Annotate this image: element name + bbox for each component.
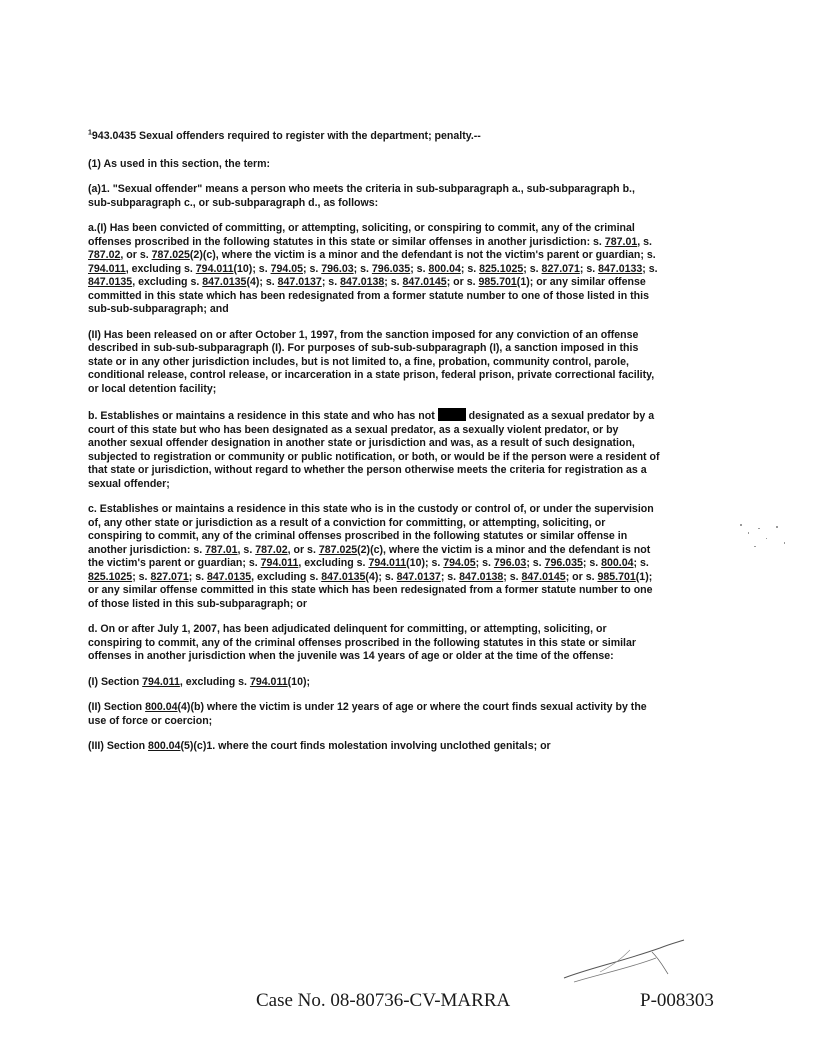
text-run: (10); (287, 675, 311, 688)
text-run: ; s. (582, 557, 602, 569)
statute-link[interactable]: 827.071 (150, 570, 189, 583)
text-run: ; s. (503, 570, 522, 583)
text-run: ; s. (303, 262, 322, 275)
statute-link[interactable]: 794.011 (249, 675, 288, 688)
statute-link[interactable]: 827.071 (541, 262, 580, 275)
statute-link[interactable]: 796.035 (544, 557, 583, 569)
text-run: (10); s. (233, 262, 271, 275)
text-run: ; s. (475, 557, 494, 569)
statute-link[interactable]: 847.0135 (321, 570, 366, 583)
text-run: , or s. (287, 543, 319, 556)
statute-link[interactable]: 847.0133 (598, 262, 643, 275)
statute-link[interactable]: 794.05 (270, 262, 303, 275)
text-run: ; s. (321, 276, 341, 288)
item-ii (88, 701, 660, 728)
text-run: (2)(c), where the victim is a minor and the defendant is not the victim's parent or guardian; s. (189, 249, 656, 261)
text-run: ; s. (523, 262, 542, 275)
statute-link[interactable]: 794.011 (142, 675, 180, 688)
text-run: (5)(c)1. where the court finds molestation involving unclothed genitals; or (180, 740, 551, 752)
statute-link[interactable]: 847.0138 (340, 276, 385, 288)
statute-link[interactable]: 794.011 (260, 557, 299, 569)
statute-link[interactable]: 847.0145 (521, 570, 566, 583)
text-run: ; s. (384, 276, 403, 288)
paragraph-b (88, 408, 660, 491)
text-run: ; s. (579, 262, 599, 275)
statute-link[interactable]: 794.011 (88, 262, 126, 275)
page-footer (0, 990, 816, 1020)
text-run: , excluding s. (251, 570, 322, 583)
text-run: , s. (237, 543, 256, 556)
text-run: (1); or any similar offense committed in this state which has been redesignated from a former statute number to one of those listed in this sub-subparagraph; or (88, 570, 653, 610)
heading-text: 943.0435 Sexual offenders required to register with the department; penalty.-- (91, 130, 481, 142)
text-run: ; s. (526, 557, 545, 569)
statute-link[interactable]: 847.0138 (459, 570, 504, 583)
text-run: c. Establishes or maintains a residence in this state who is in the custody or control of, or under the supervision of, any other state or jurisdiction as a result of a conviction for committing, or attempting, soliciting, or conspiring to commit, any of the criminal offenses proscribed in the following statutes or similar offense in another jurisdiction: s. (88, 503, 654, 556)
statute-text (88, 130, 660, 766)
text-run: , excluding s. (298, 557, 369, 569)
signature-scribble (560, 928, 690, 988)
item-iii (88, 740, 660, 754)
text-run: (2)(c), where the victim is a minor and the defendant is not the victim's parent or guardian; s. (88, 543, 651, 569)
statute-link[interactable]: 787.02 (88, 249, 121, 261)
paragraph-c (88, 503, 660, 611)
statute-link[interactable]: 787.01 (205, 543, 238, 556)
text-run: ; s. (633, 557, 649, 569)
statute-link[interactable]: 847.0145 (402, 276, 447, 288)
statute-link[interactable]: 847.0137 (277, 276, 322, 288)
bates-number: P-008303 (640, 990, 714, 1011)
scan-speckle (736, 518, 796, 558)
footnote-marker: 1 (88, 129, 92, 137)
section-heading (88, 130, 660, 144)
case-number: Case No. 08-80736-CV-MARRA (256, 990, 511, 1011)
statute-link[interactable]: 847.0135 (202, 276, 247, 288)
statute-link[interactable]: 796.03 (321, 262, 354, 275)
text-run: (1); or any similar offense committed in this state which has been redesignated from a former statute number to one of those listed in this sub-sub-subparagraph; and (88, 276, 649, 315)
statute-link[interactable]: 825.1025 (88, 570, 133, 583)
text-run: ; s. (460, 262, 480, 275)
statute-link[interactable]: 796.03 (493, 557, 527, 569)
redaction-box (438, 408, 466, 421)
text-run: (10); s. (406, 557, 444, 569)
text-run: ; s. (642, 262, 658, 275)
statute-link[interactable]: 985.701 (478, 276, 517, 288)
item-i (88, 676, 660, 690)
subsection-1: (1) As used in this section, the term: (88, 157, 271, 170)
text-run: ; s. (188, 570, 207, 583)
statute-link[interactable]: 794.011 (368, 557, 407, 569)
text-run: , or s. (120, 249, 152, 261)
statute-link[interactable]: 796.035 (371, 262, 411, 275)
statute-link[interactable]: 800.04 (145, 701, 178, 713)
paragraph-d: d. On or after July 1, 2007, has been adjudicated delinquent for committing, or attempting, soliciting, or conspiring to commit, any of the criminal offenses proscribed in the following statutes in this state or similar offenses in another jurisdiction when the juvenile was 14 years of age or older at the time of the offense: (88, 623, 637, 662)
text-run: , excluding s. (125, 262, 196, 275)
paragraph-a-i (88, 222, 660, 317)
statute-link[interactable]: 794.011 (195, 262, 234, 275)
statute-link[interactable]: 847.0137 (396, 570, 441, 583)
text-run: (III) Section (88, 740, 149, 752)
text-run: ; s. (132, 570, 151, 583)
text-run: designated as a sexual predator by a court of this state but who has been designated as a sexual predator, as a sexually violent predator, or by another sexual offender designation in another state or jurisdiction and was, as a result of such designation, subjected to registration or community or public notification, or both, or would be if the person were a resident of that state or jurisdiction, without regard to whether the person otherwise meets the criteria for registration as a sexual offender; (88, 410, 660, 490)
statute-link[interactable]: 847.0135 (206, 570, 252, 583)
text-run: ; or s. (446, 276, 479, 288)
text-run: (4); s. (365, 570, 397, 583)
text-run: ; s. (410, 262, 429, 275)
text-run: (II) Section (88, 701, 146, 713)
text-run: , s. (637, 235, 652, 248)
statute-link[interactable]: 794.05 (443, 557, 476, 569)
statute-link[interactable]: 847.0135 (88, 276, 133, 288)
text-run: , excluding s. (179, 675, 250, 688)
statute-link[interactable]: 800.04 (428, 262, 461, 275)
text-run: , excluding s. (132, 276, 203, 288)
paragraph-a1: (a)1. "Sexual offender" means a person who meets the criteria in sub-subparagraph a., sub-subparagraph b., sub-subparagraph c., or sub-subparagraph d., as follows: (88, 183, 635, 209)
text-run: ; s. (353, 262, 372, 275)
paragraph-a-ii: (II) Has been released on or after October 1, 1997, from the sanction imposed for any conviction of an offense described in sub-sub-subparagraph (I). For purposes of sub-sub-subparagraph (I), a sanction imposed in this state or in any other jurisdiction includes, but is not limited to, a fine, probation, community control, parole, conditional release, control release, or incarceration in a state prison, federal prison, private correctional facility, or local detention facility; (88, 328, 655, 395)
statute-link[interactable]: 800.04 (601, 557, 634, 569)
text-run: ; s. (440, 570, 460, 583)
text-run: ; or s. (565, 570, 598, 583)
statute-link[interactable]: 787.025 (318, 543, 358, 556)
statute-link[interactable]: 787.025 (151, 249, 190, 261)
statute-link[interactable]: 787.01 (604, 235, 638, 248)
statute-link[interactable]: 985.701 (597, 570, 636, 583)
text-run: b. Establishes or maintains a residence in this state and who has not (88, 410, 438, 422)
text-run: (4); s. (246, 276, 278, 288)
text-run: (4)(b) where the victim is under 12 years of age or where the court finds sexual activity by the use of force or coercion; (88, 701, 647, 727)
text-run: (I) Section (88, 675, 143, 688)
statute-link[interactable]: 825.1025 (479, 262, 524, 275)
text-run: a.(I) Has been convicted of committing, or attempting, soliciting, or conspiring to commit, any of the criminal offenses proscribed in the following statutes in this state or similar offenses in another jurisdiction: s. (88, 222, 635, 248)
statute-link[interactable]: 800.04 (148, 740, 181, 752)
statute-link[interactable]: 787.02 (255, 543, 288, 556)
